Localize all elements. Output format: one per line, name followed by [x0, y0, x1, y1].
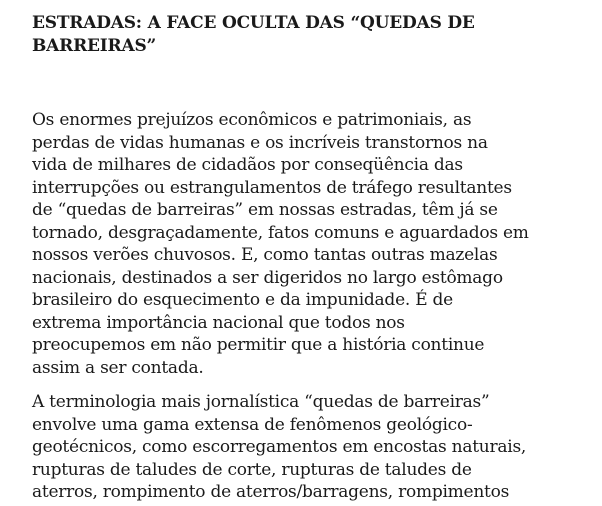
paragraph-1 [32, 109, 580, 379]
paragraph-line: perdas de vidas humanas e os incríveis transtornos na [32, 132, 488, 153]
paragraph-line: preocupemos em não permitir que a história continue [32, 335, 485, 355]
paragraph-line: rupturas de taludes de corte, rupturas de taludes de [32, 459, 472, 480]
paragraph-line: brasileiro do esquecimento e da impunidade. É de [32, 290, 453, 310]
paragraph-line: interrupções ou estrangulamentos de tráfego resultantes [32, 177, 512, 198]
paragraph-line: Os enormes prejuízos econômicos e patrimoniais, as [32, 110, 472, 130]
article [32, 12, 580, 504]
paragraph-line: extrema importância nacional que todos nos [32, 312, 405, 333]
paragraph-line: assim a ser contada. [32, 357, 204, 378]
paragraph-line: envolve uma gama extensa de fenômenos geológico- [32, 414, 473, 435]
paragraph-line: nossos verões chuvosos. E, como tantas outras mazelas [32, 245, 498, 265]
title-line: ESTRADAS: A FACE OCULTA DAS “QUEDAS DE [32, 13, 475, 33]
paragraph-line: geotécnicos, como escorregamentos em encostas naturais, [32, 437, 527, 457]
paragraph-line: nacionais, destinados a ser digeridos no largo estômago [32, 267, 503, 288]
paragraph-line: vida de milhares de cidadãos por conseqüência das [32, 155, 463, 175]
paragraph-line: A terminologia mais jornalística “quedas de barreiras” [32, 392, 490, 412]
title-line: BARREIRAS” [32, 36, 157, 56]
paragraph-2 [32, 391, 580, 504]
paragraph-line: aterros, rompimento de aterros/barragens, rompimentos [32, 482, 510, 502]
paragraph-line: tornado, desgraçadamente, fatos comuns e aguardados em [32, 222, 529, 243]
article-title [32, 12, 580, 58]
paragraph-line: de “quedas de barreiras” em nossas estradas, têm já se [32, 200, 498, 220]
